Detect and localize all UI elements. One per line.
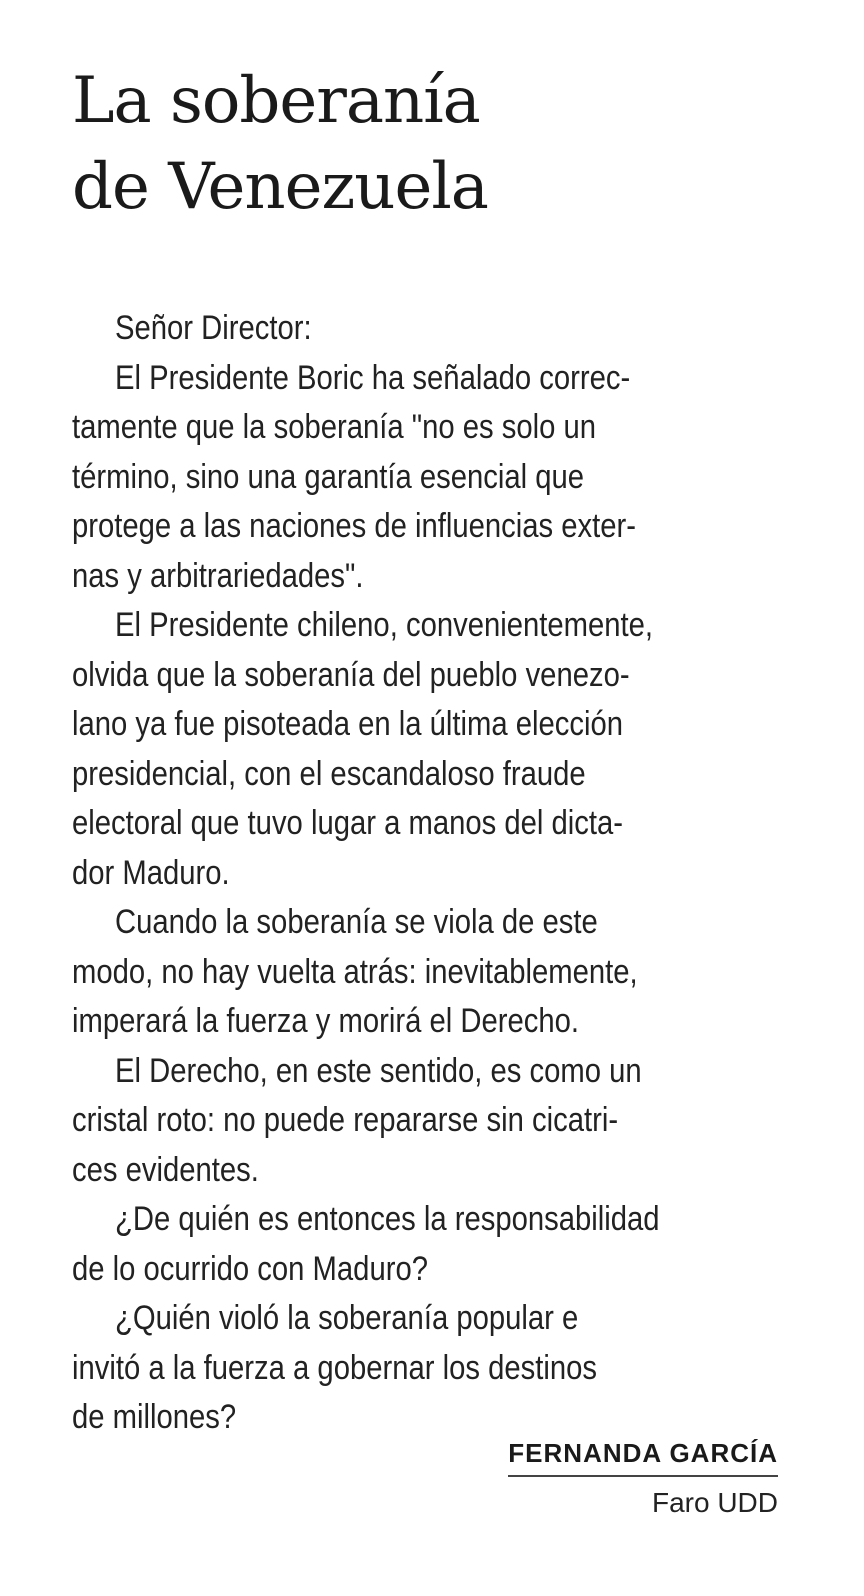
author-name: FERNANDA GARCÍA (508, 1438, 778, 1477)
body-line: ¿De quién es entonces la responsabilidad (115, 1200, 660, 1238)
body-line: protege a las naciones de influencias exter- (72, 507, 637, 545)
body-line: invitó a la fuerza a gobernar los destinos (72, 1348, 598, 1387)
body-line: imperará la fuerza y morirá el Derecho. (72, 1002, 580, 1040)
body-line: modo, no hay vuelta atrás: inevitablemente, (72, 952, 638, 991)
body-line: El Presidente Boric ha señalado correc- (115, 358, 631, 397)
letter-body (72, 304, 778, 1443)
body-line: ¿Quién violó la soberanía popular e (115, 1299, 579, 1337)
signature-block (508, 1438, 778, 1519)
body-line: El Derecho, en este sentido, es como un (115, 1051, 642, 1090)
body-line: nas y arbitrariedades". (72, 556, 364, 595)
author-affiliation: Faro UDD (651, 1487, 778, 1518)
title-line: La soberanía (72, 64, 480, 138)
body-line: de millones? (72, 1398, 237, 1436)
letter-article (72, 58, 778, 1443)
body-line: tamente que la soberanía "no es solo un (72, 408, 597, 446)
body-line: El Presidente chileno, convenientemente, (115, 606, 654, 644)
title-line: de Venezuela (72, 150, 488, 224)
article-title (72, 58, 778, 230)
body-line: término, sino una garantía esencial que (72, 457, 585, 496)
body-line: presidencial, con el escandaloso fraude (72, 754, 586, 793)
body-line: lano ya fue pisoteada en la última elección (72, 705, 624, 743)
body-line: de lo ocurrido con Maduro? (72, 1249, 428, 1288)
body-line: Cuando la soberanía se viola de este (115, 903, 598, 941)
body-line: cristal roto: no puede repararse sin cicatri- (72, 1101, 619, 1139)
body-line: dor Maduro. (72, 853, 230, 892)
body-line: olvida que la soberanía del pueblo venezo- (72, 655, 630, 694)
body-line: Señor Director: (115, 309, 312, 347)
body-line: electoral que tuvo lugar a manos del dicta- (72, 804, 624, 842)
body-line: ces evidentes. (72, 1150, 259, 1189)
